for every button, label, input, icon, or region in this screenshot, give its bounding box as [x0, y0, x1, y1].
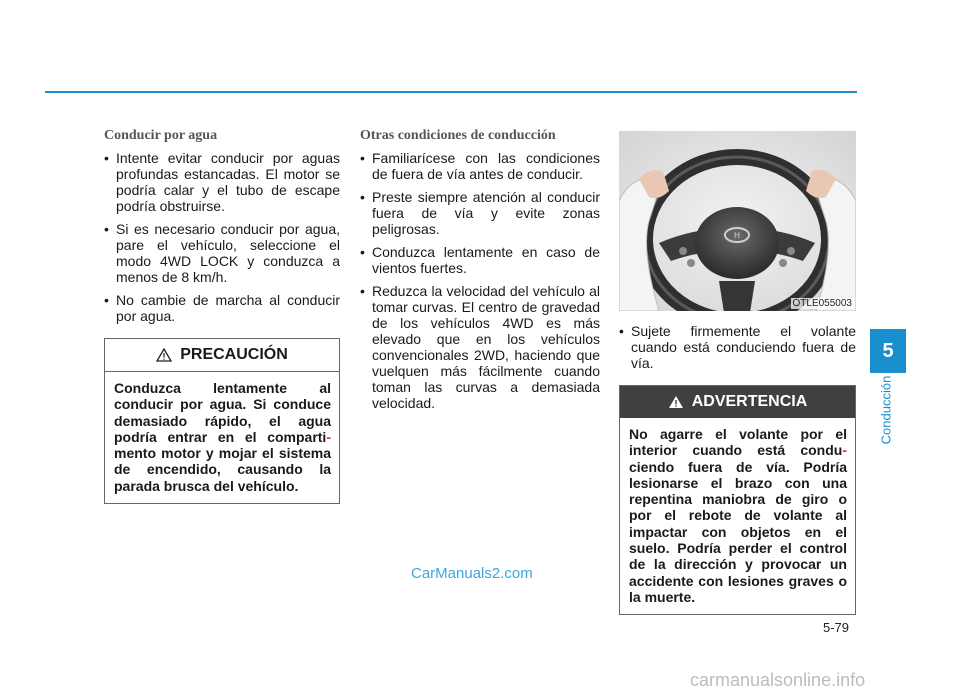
list-item: • Reduzca la velocidad del vehículo al tomar curvas. El centro de gravedad de los vehículos 4WD es más elevado que en los vehículos convencionales 2WD, haciendo que vuelquen más fácilmente cuando toman las curvas a demasiada velocidad. [360, 283, 600, 411]
caution-box [104, 338, 340, 504]
list-item: • Si es necesario conducir por agua, pare el vehículo, seleccione el modo 4WD LOCK y conduzca a menos de 8 km/h. [104, 221, 340, 285]
column-middle [360, 128, 600, 418]
list-item: • Intente evitar conducir por aguas profundas estancadas. El motor se podría calar y el tubo de escape podría obstruirse. [104, 150, 340, 214]
list-item: • Familiarícese con las condiciones de fuera de vía antes de conducir. [360, 150, 600, 182]
chapter-label: Conducción [878, 375, 894, 445]
bullet-list-other [360, 150, 600, 411]
chapter-tab: 5 [870, 329, 906, 373]
warning-outline-icon [156, 348, 172, 362]
section-title-water: Conducir por agua [104, 128, 218, 143]
list-item: • Conduzca lentamente en caso de vientos fuertes. [360, 244, 600, 276]
steering-wheel-illustration [619, 131, 856, 311]
caution-title: PRECAUCIÓN [180, 346, 288, 363]
warning-title: ADVERTENCIA [691, 393, 808, 410]
list-item: • Sujete firmemente el volante cuando está conduciendo fuera de vía. [619, 323, 856, 371]
section-title-other: Otras condiciones de conducción [360, 128, 556, 143]
warning-box [619, 385, 856, 615]
caution-text: Conduzca lentamente al conducir por agua. Si conduce demasiado rápido, el agua podría entrar en el comparti-mento motor y mojar el sistema de encendido, causando la parada brusca del vehículo. [114, 380, 331, 494]
column-right [619, 128, 856, 615]
warning-header [620, 386, 855, 418]
bullet-list-grip [619, 323, 856, 371]
steering-wheel-photo [619, 131, 856, 311]
top-divider [45, 91, 857, 93]
warning-text: No agarre el volante por el interior cuando está condu-ciendo fuera de vía. Podría lesionarse el brazo con una repentina maniobra de giro o por el rebote de volante al impactar con objetos en el suelo. Podría perder el control de la dirección y provocar un accidente con lesiones graves o la muerte. [629, 426, 847, 605]
list-item: • No cambie de marcha al conducir por agua. [104, 292, 340, 324]
caution-header [105, 339, 339, 372]
svg-text:H: H [734, 231, 740, 240]
photo-code: OTLE055003 [792, 298, 852, 309]
bullet-list-water [104, 150, 340, 324]
footer-watermark: carmanualsonline.info [690, 670, 866, 690]
column-left [104, 128, 340, 504]
list-item: • Preste siempre atención al conducir fuera de vía y evite zonas peligrosas. [360, 189, 600, 237]
page-number: 5-79 [823, 620, 850, 635]
warning-filled-icon [668, 395, 684, 409]
watermark-text: CarManuals2.com [411, 565, 533, 582]
